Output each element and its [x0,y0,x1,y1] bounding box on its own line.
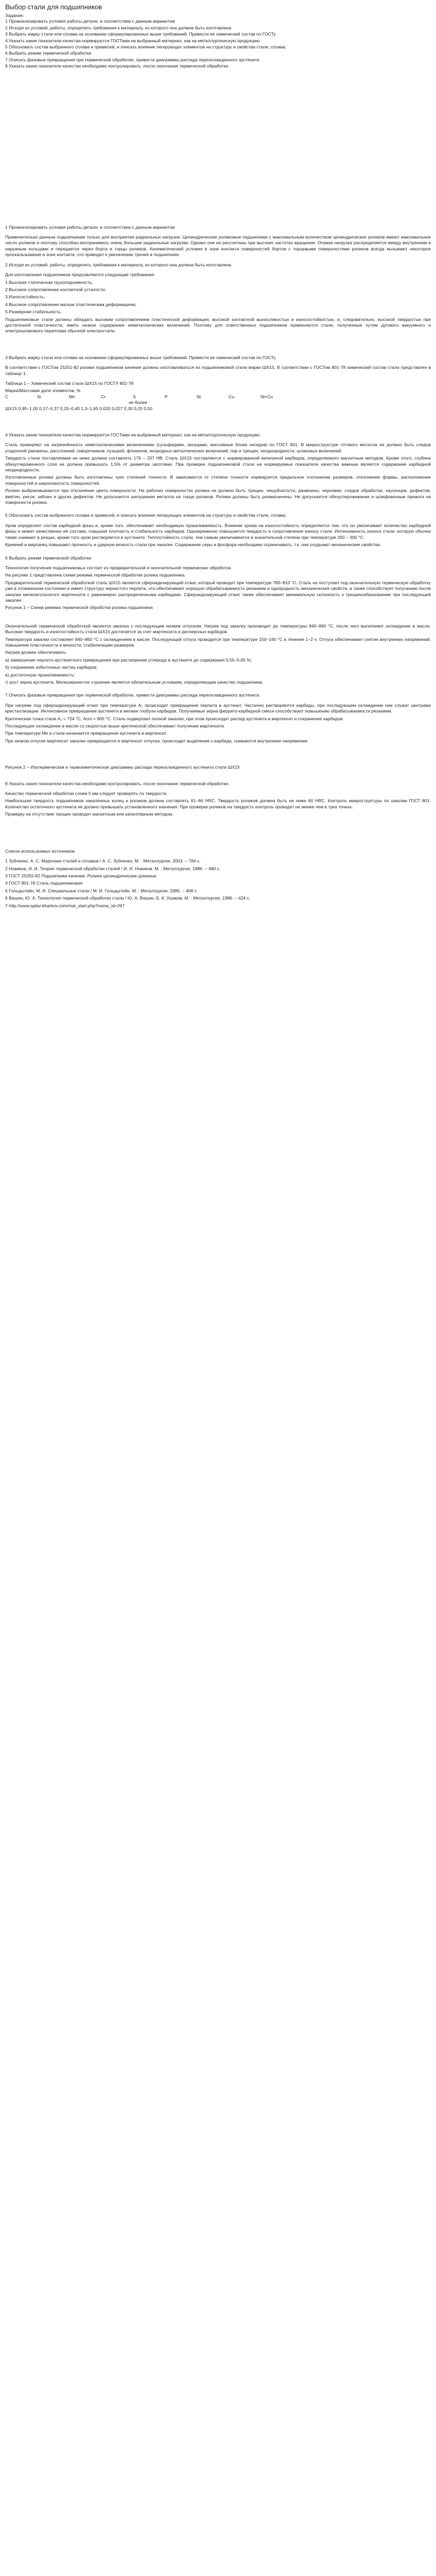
section-body: Кремний и марганец повышают прочность и ударную вязкость стали при закалке. Содержание серы и фосфора необходимо ограничивать, т.к. они ухудшают механические свойства. [5,542,381,548]
section-body: Наибольшая твердость подшипников закалённых колец и роликов должна составлять 61–66 HRC. Твердость роликов должна быть не ниже 60 HRC. Контроль микроструктуры по шкалам ГОСТ 801. Количество остаточного аустенита не должно превышать установленного значения. При проверке роликов на твердость контроль проводят не менее чем в трех точках. [5,798,431,809]
section-heading: 2.Исходя из условий, работы, определить требования к материалу, из которого она должна быть изготовлена. [5,262,233,267]
reference-item: 2 Новиков, И. И. Теория термической обработки сталей / И. И. Новиков. М. : Металлургия, 1986. – 480 с. [5,866,221,871]
section-body: Температура закалки составляет 840–860 °С с охлаждением в масле. Последующий отпуск проводится при температуре 150–160 °С в течение 1–2 ч. Отпуск обеспечивает снятие внутренних напряжений, повышение пластичности и вязкости, стабилизацию размеров. [5,636,431,648]
section-heading: 1 Проанализировать условия работы детали, в соответствии с данным вариантом [5,224,175,230]
requirement-item: 4.Высокое сопротивление малым пластическим деформациям; [5,301,136,307]
table-subtitle: Марка/Массовая доля элементов, % [5,388,81,394]
section-body: Сталь проверяют на загрязнённость неметаллическими включениями (сульфидами, оксидами, массивные блоки оксидов) по ГОСТ 801. В макроструктуре готового металла не должно быть следов усадочной раковины, расслоений, скворечников, пузырей, флокенов, инородных металлических включений, пор и трещин, неоднородности, шлаковых включений. [5,442,431,453]
figure-caption: Рисунок 1 – Схема режима термической обработки ролика подшипника [5,605,153,611]
page-title: Выбор стали для подшипников [5,3,102,11]
task-item: 2 Исходя из условий, работы, определить требования к материалу, из которого она должна быть изготовлена. [5,25,233,30]
requirement-item: 2.Высокое сопротивление контактной усталости; [5,286,106,292]
section-heading: 6 Выбрать режим термической обработки [5,555,92,561]
section-body: Нагрев должен обеспечивать: [5,650,67,655]
section-heading: 5 Обосновать состав выбранного сплава и примесей, и описать влияние легирующих элементов на структуру и свойства стали, сплава; [5,513,287,518]
task-item: 6 Выбрать режим термической обработки [5,50,92,56]
task-item: 1 Проанализировать условия работы детали, в соответствии с данным вариантом [5,19,175,24]
section-body: На рисунке 1 представлена схема режима термической обработки ролика подшипника. [5,572,186,578]
section-body: Твердость стали поставляемая не ниже должна составлять 179 – 207 НВ. Сталь ШХ15 поставляется с нормированной величиной карбидов, определяемого магнитным методом. Кроме этого, глубина обезуглероженного слоя не должна превышать 1,5% от диаметра заготовки. При проверке подшипниковой стали на нормируемые показатели качества важным является содержание карбидной неоднородности. [5,455,431,473]
section-body: г) рост зерна аустенита. Мелкозернистое строение является обязательным условием, определяющим качество подшипника. [5,680,264,685]
table-col: Cr [101,394,106,399]
section-heading: 7 Описать фазовые превращения при термической обработке, привести диаграммы распада переохлажденного аустенита [5,692,259,698]
table-note: не более [129,400,147,405]
reference-item: 6 Вашин, Ю. А. Технология термической обработки стали / Ю. А. Вашин, Б. К. Ушаков. М. : Металлургия, 1986. – 424 с. [5,895,251,901]
table-col: Si [37,394,41,399]
figure-caption: Рисунок 2 – Изотермическая и термокинетическая диаграммы распада переохлажденного аустенита стали ШХ15 [5,765,240,770]
task-item: 5 Обосновать состав выбранного сплава и примесей, и описать влияние легирующих элементов на структуру и свойства стали, сплава; [5,44,287,50]
table-row: ШХ15 0,95–1,05 0,17–0,37 0,20–0,40 1,3–1,65 0,020 0,027 0,30 0,25 0,50 [5,405,152,411]
section-heading: 3 Выбрать марку стали или сплава на основании сформулированных выше требований. Привести ее химический состав по ГОСТу [5,354,276,360]
table-col: Ni [197,394,201,399]
section-body: в) достаточную прокаливаемость; [5,672,75,677]
section-body: Технология получения подшипниковых состоит из предварительной и окончательной термических обработок. [5,565,232,570]
section-body: а) завершение перлито-аустенитного превращения при растворении углерода в аустените до содержания 0,55–0,65 %; [5,657,252,663]
section-body: Последующее охлаждение в масле со скоростью выше критической обеспечивает получение мартенсита. [5,723,225,729]
section-body: Изготовленные ролики должны быть изготовлены трех степеней точности. В зависимости от степени точности нормируется предельное отклонение размеров, отклонение формы, расположение поверхностей и шероховатость поверхностей. [5,474,431,486]
table-col: Cu [229,394,234,399]
references-heading: Список используемых источников [5,848,75,854]
table-col: С [5,394,9,399]
section-body: Критическая точка стали A₁ = 724 °С, Аcm = 900 °С. Сталь подвергают полной закалке, при этом происходит распад аустенита в мартенсит и сохранение карбидов. [5,716,344,721]
section-heading: 8 Указать какие показатели качества необходимо контролировать, после окончания термической обработки. [5,781,230,786]
section-body: Для изготовления подшипников предъявляются следующие требования: [5,272,155,278]
section-heading: 4 Указать какие показатели качества нормируются ГОСТами на выбранный материал, как на металлургическую продукцию. [5,432,261,437]
section-body: Хром определяет состав карбидной фазы и, кроме того, обеспечивает необходимую прокаливаемость. Влияние хрома на износостойкость определяется тем, что он увеличивает количество карбидной фазы и может качественно её состава, повышая плотность и стабильность карбидов. Одновременно повышается твердость и сопротивление износу стали. Интенсивность износа стали, которую обычно также снижают в резцах, кроме того хром растворяется в аустените. Теплостойкость стали, тем самым увеличивается в значительной степени при температуре 250 – 300 °С. [5,522,431,540]
document [0,0,436,929]
requirement-item: 1.Высокая статическая грузоподъемность; [5,279,93,285]
table-header [5,394,431,400]
task-label: Задание: [5,13,24,18]
reference-item: 3 ГОСТ 25255-82 Подшипники качения. Ролики цилиндрические длинные [5,873,156,878]
reference-link[interactable]: 7 http://www.splav-kharkov.com/mat_start.php?name_id=267 [5,903,125,908]
table-col: P [165,394,168,399]
section-body: Проверку на отсутствие трещин проводят магнитным или капиллярным методом. [5,811,173,817]
table-col: S [133,394,136,399]
section-body: б) сохранение избыточных частиц карбидов; [5,665,98,670]
section-body: Качество термической обработки слоев 5 мм следует проверять по твердости. [5,791,168,796]
task-item: 7 Описать фазовые превращения при термической обработке, привести диаграммы распада переохлажденного аустенита [5,57,259,62]
requirement-item: 3.Износостойкость; [5,294,45,300]
reference-item: 1 Зубченко, А. С. Марочник сталей и сплавов / А. С. Зубченко, М. : Металлургия, 2003. – 784 с. [5,858,201,864]
task-item: 4 Указать какие показатели качества нормируются ГОСТами на выбранный материал, как на металлургическую продукцию. [5,38,261,43]
section-body: Предварительной термической обработкой сталь ШХ15 является сфероидизирующий отжиг, который проводят при температуре 780–810 °С. Сталь не поступает под окончательную термическую обработку уже в отожженном состоянии и имеет структуру зернистого перлита, что обеспечивает хорошую обрабатываемость резанием и однородность механических свойств, а также способствует получению после закалки мелкоигольчатого мартенсита с равномерно распределенными карбидами. Сфероидизирующий отжиг также обеспечивает минимальную склонность к трещинообразованию при последующей закалке. [5,580,431,603]
requirement-item: 5.Размерная стабильность. [5,309,62,315]
task-item: 3 Выбрать марку стали или сплава на основании сформулированных выше требований. Привести ее химический состав по ГОСТу [5,31,276,37]
reference-item: 4 ГОСТ 801-78 Сталь подшипниковая [5,880,83,886]
table-col: Ni+Cu [260,394,273,399]
section-body: В соответствии с ГОСТом 25251-82 ролики подшипников качения должны изготавливаться из подшипниковой стали марки ШХ15. В соответствии с ГОСТом 801-78 химический состав стали представлен в таблице 1. [5,365,431,376]
section-body: Подшипниковые стали должны обладать высоким сопротивлением пластической деформации, высокой контактной выносливостью и износостойкостью, и, следовательно, высокой твердостью при достаточной пластичности, иметь низкое содержание неметаллических включений. Поэтому для ответственных подшипников применяются стали, полученные путем дугового вакуумного и электрошлакового переплава обычной электростали. [5,316,431,334]
blank-space [5,70,431,225]
task-list [5,19,431,69]
section-body: Применительно данным подшипникам только для восприятия радиальных нагрузок. Цилиндрические роликовые подшипники с максимальным количеством цилиндрических роликов имеют максимальное число роликов и поэтому способны воспринимать очень большие радиальные нагрузки. Однако они не рассчитаны при высоких частотах вращения. Осевая нагрузка распределяется между внутренним и наружным кольцами и передается через борта и торцы роликов. Кинематический условия в зоне контакта поверхностей бортов с торцевыми поверхностями роликов всегда вызывают некоторое проскальзывание в зоне контакта, что приводит к увеличению трения в подшипнике. [5,234,431,258]
reference-item: 5 Гольдштейн, М. И. Специальные стали / М. И. Гольдштейн. М. : Металлургия, 1985. – 408 с. [5,888,198,893]
section-body: При нагреве под сфероидизирующий отжиг при температуре A₁ происходит превращение перлита в аустенит. Частично растворяются карбиды, при последующем охлаждении они служат центрами кристаллизации. Интенсивное превращение аустенита в мелкие глобули карбидов. Получаемые зерна феррито-карбидной смеси способствуют повышению обрабатываемости резанием. [5,702,431,714]
section-body: При температуре Mн в стали начинается превращение аустенита в мартенсит. [5,731,168,736]
section-body: Окончательной термической обработкой является закалка с последующим низким отпуском. Нагрев под закалку производят до температуры 840–860 °С, после чего выполняют охлаждение в масле. Высокая твердость и износостойкость стали ШХ15 достигается за счет мартенсита и дисперсных карбидов. [5,623,431,635]
section-body: Ролики выбраковываются при отклонении цвета поверхности. На рабочих поверхностях ролика не должно быть трещин, чешуйчатости, ржавчины, черновин, следов обработки, заусенцев, дефектов, вмятин, рисок, забоин и других дефектов. Не допускается шелушение металла на торце роликов. Ролики должны быть размагничены. Не допускается обезуглероживание и шлифовочные прижоги на поверхности ролика. [5,488,431,505]
task-item: 8 Указать какие показатели качества необходимо контролировать, после окончания термической обработки. [5,63,230,69]
section-body: При низком отпуске мартенсит закалки превращается в мартенсит отпуска, происходит выделение ε-карбида, снижаются внутренние напряжения. [5,738,309,743]
table-title: Таблица 1 – Химический состав стали ШХ15 по ГОСТУ 801-78 [5,380,134,386]
table-col: Mn [69,394,75,399]
